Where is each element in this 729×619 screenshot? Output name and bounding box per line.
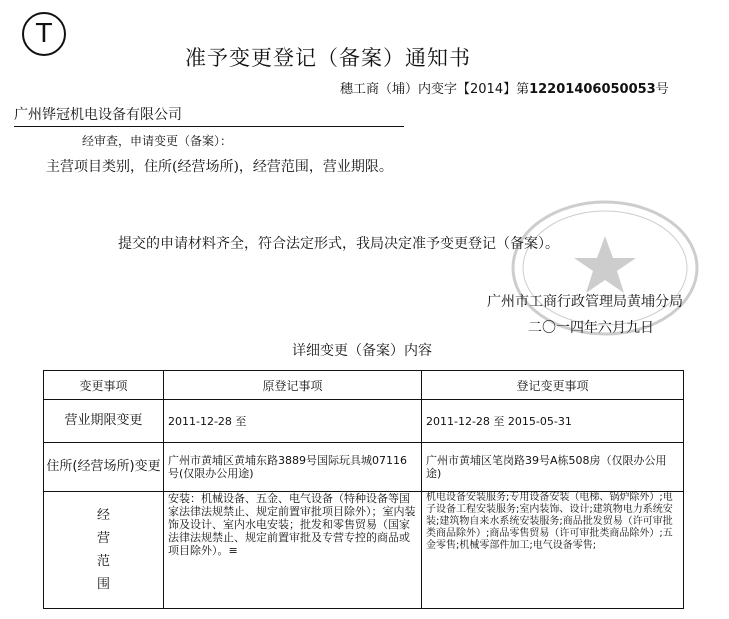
corner-t-mark: T [22, 12, 66, 56]
row-item-label [44, 492, 164, 609]
company-name: 广州铧冠机电设备有限公司 [14, 104, 404, 127]
scope-label-char: 营 [96, 531, 110, 546]
column-header-item: 变更事项 [44, 371, 164, 400]
table-row [44, 492, 684, 609]
change-items-line: 主营项目类别，住所(经营场所)，经营范围，营业期限。 [46, 159, 393, 175]
changed-value: 广州市黄埔区笔岗路39号A栋508房（仅限办公用途) [422, 443, 684, 492]
issuing-bureau: 广州市工商行政管理局黄埔分局 [487, 294, 683, 310]
table-header-row [44, 371, 684, 400]
document-title: 准予变更登记（备案）通知书 [185, 46, 471, 70]
issue-date: 二〇一四年六月九日 [528, 320, 654, 336]
original-value: 安装：机械设备、五金、电气设备（特种设备等国家法律法规禁止、规定前置审批项目除外）；室内装饰及设计、室内水电安装；批发和零售贸易（国家法律法规禁止、规定前置审批及专营专控的商品或项目除外）。≡ [164, 492, 422, 609]
row-item-label: 营业期限变更 [44, 400, 164, 443]
table-row [44, 443, 684, 492]
changed-value: 机电设备安装服务;专用设备安装（电梯、锅炉除外）;电子设备工程安装服务;室内装饰、设计;建筑物电力系统安装;建筑物自来水系统安装服务;商品批发贸易（许可审批类商品除外）;商品零售贸易（许可审批类商品除外）;五金零售;机械零部件加工;电气设备零售; [422, 492, 684, 609]
review-line: 经审查，申请变更（备案）： [82, 134, 233, 148]
scope-label-char: 范 [96, 554, 110, 569]
row-item-label: 住所(经营场所)变更 [44, 443, 164, 492]
column-header-original: 原登记事项 [164, 371, 422, 400]
scope-label-char: 经 [96, 508, 110, 523]
doc-number-suffix: 号 [655, 82, 669, 97]
original-value: 2011-12-28 至 [164, 400, 422, 443]
doc-number-value: 12201406050053 [529, 82, 656, 97]
document-number [340, 78, 669, 97]
change-details-table [43, 370, 684, 609]
changed-value: 2011-12-28 至 2015-05-31 [422, 400, 684, 443]
detail-section-title: 详细变更（备案）内容 [292, 343, 432, 359]
doc-number-prefix: 穗工商（埔）内变字【2014】第 [340, 82, 530, 97]
table-row [44, 400, 684, 443]
seal-star-icon [574, 236, 636, 293]
column-header-changed: 登记变更事项 [422, 371, 684, 400]
original-value: 广州市黄埔区黄埔东路3889号国际玩具城07116号(仅限办公用途) [164, 443, 422, 492]
decision-line: 提交的申请材料齐全，符合法定形式，我局决定准予变更登记（备案）。 [118, 236, 559, 252]
scope-label-char: 围 [96, 577, 110, 592]
